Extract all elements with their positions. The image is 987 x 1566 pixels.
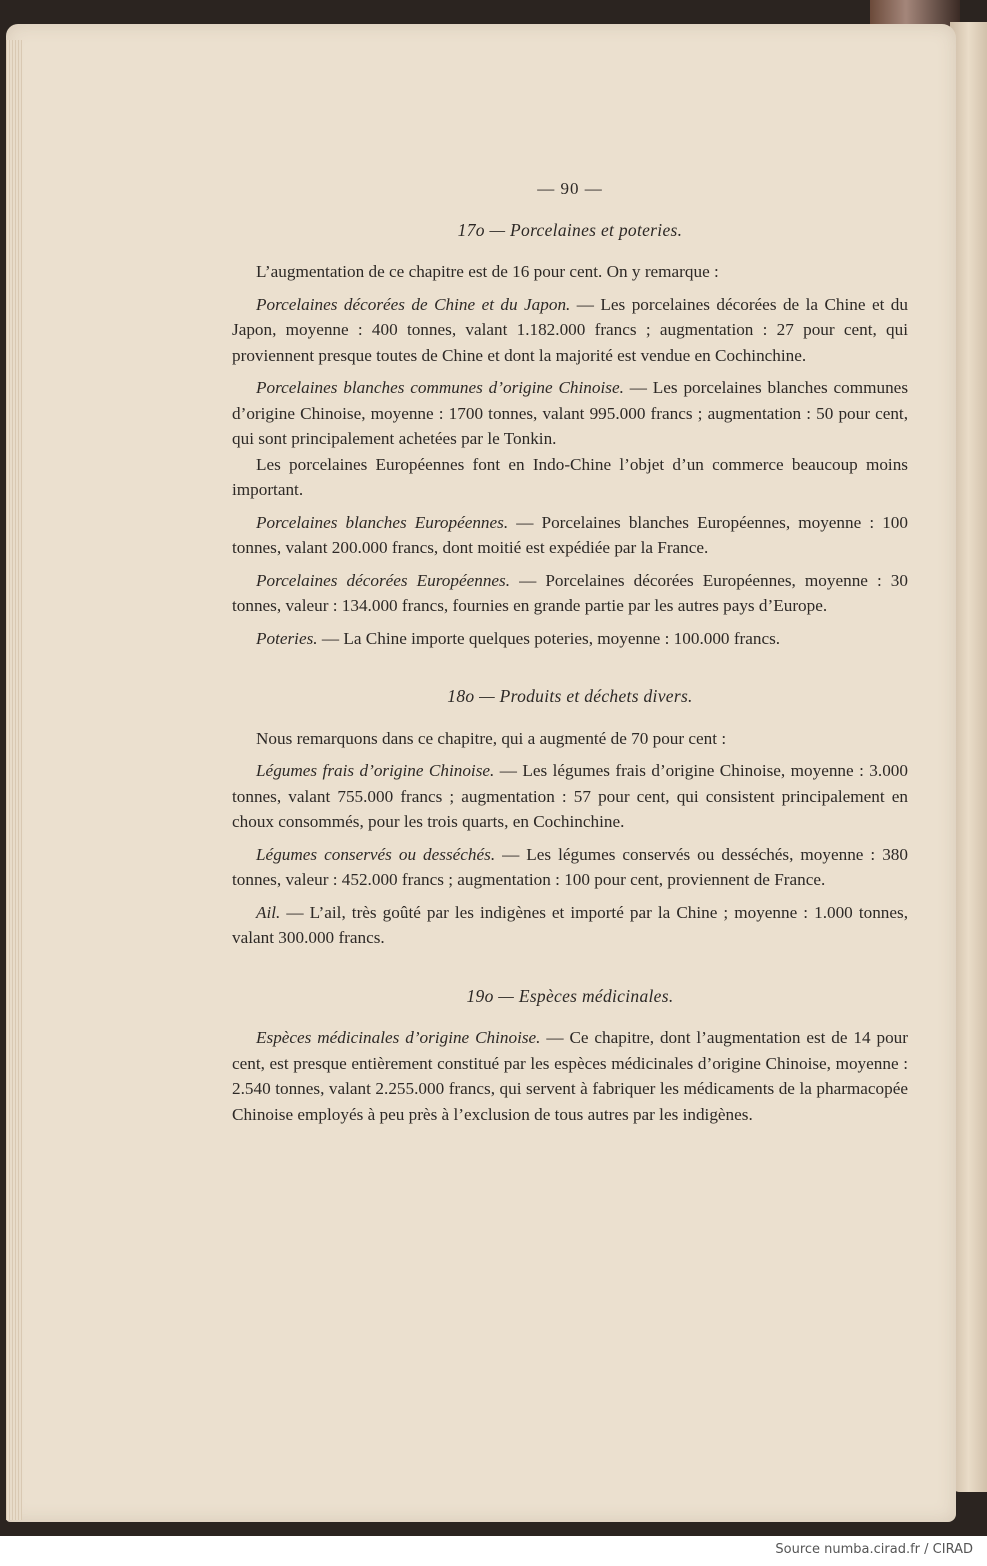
paragraph-lead: Légumes frais d’origine Chinoise. [256, 761, 495, 780]
paragraph-text: — Les légumes frais d’origine Chinoise, moyenne : 3.000 tonnes, valant 755.000 francs ; augmentation : 57 pour cent, qui consistent principalement en choux consommés, pour les trois quarts, en Cochinchine. [232, 761, 908, 831]
section-heading: 17o — Porcelaines et poteries. [457, 219, 683, 240]
section-heading: 18o — Produits et déchets divers. [447, 686, 693, 706]
source-credit: Source numba.cirad.fr / CIRAD [775, 1542, 973, 1557]
paragraph-lead: Poteries. [256, 628, 318, 648]
paragraph [232, 1025, 908, 1127]
paragraph [232, 842, 908, 893]
paragraph [232, 292, 908, 369]
paragraph-text: Les porcelaines Européennes font en Indo-Chine l’objet d’un commerce beaucoup moins important. [232, 454, 908, 499]
paragraph [232, 726, 908, 752]
paragraph-lead: Espèces médicinales d’origine Chinoise. [256, 1028, 541, 1047]
paragraph-text: L’augmentation de ce chapitre est de 16 pour cent. On y remarque : [256, 262, 719, 281]
page-stack-edge [6, 40, 22, 1520]
paragraph-lead: Porcelaines blanches Européennes. [256, 512, 509, 532]
paragraph-text: — Les porcelaines blanches communes d’origine Chinoise, moyenne : 1700 tonnes, valant 995.000 francs ; augmentation : 50 pour cent, qui sont principalement achetées par le Tonkin. [232, 378, 909, 448]
page-number: — 90 — [537, 179, 603, 198]
paragraph-text: — Porcelaines décorées Européennes, moyenne : 30 tonnes, valeur : 134.000 francs, fournies en grande partie par les autres pays d’Europe. [232, 570, 908, 615]
paragraph-text: — Les porcelaines décorées de la Chine et du Japon, moyenne : 400 tonnes, valant 1.182.000 francs ; augmentation : 27 pour cent, qui proviennent presque toutes de Chine et dont la majorité est vendue en Cochinchine. [232, 294, 908, 365]
section-spacer [232, 958, 908, 984]
paragraph-lead: Porcelaines décorées Européennes. [256, 570, 511, 590]
section-heading: 19o — Espèces médicinales. [466, 985, 674, 1006]
paragraph-text: — L’ail, très goûté par les indigènes et importé par la Chine ; moyenne : 1.000 tonnes, valant 300.000 francs. [232, 902, 908, 947]
paragraph-lead: Ail. [256, 902, 281, 922]
paragraph-lead: Légumes conservés ou desséchés. [256, 844, 496, 864]
paragraph-lead: Porcelaines décorées de Chine et du Japon. [256, 294, 571, 314]
paragraph-text: Nous remarquons dans ce chapitre, qui a augmenté de 70 pour cent : [256, 728, 727, 748]
paragraph [232, 510, 908, 561]
paragraph [232, 900, 908, 951]
paragraph-lead: Porcelaines blanches communes d’origine Chinoise. [256, 378, 624, 397]
paragraph-text: — Porcelaines blanches Européennes, moyenne : 100 tonnes, valant 200.000 francs, dont moitié est expédiée par la France. [232, 512, 908, 557]
paragraph [232, 259, 908, 285]
paragraph [232, 452, 908, 503]
paragraph [232, 375, 908, 452]
paragraph [232, 626, 908, 652]
section-spacer [232, 658, 908, 684]
paragraph-text: — Ce chapitre, dont l’augmentation est de 14 pour cent, est presque entièrement constitué par les espèces médicinales d’origine Chinoise, moyenne : 2.540 tonnes, valant 2.255.000 francs, qui servent à fabriquer les médicaments de la pharmacopée Chinoise employés à peu près à l’exclusion de tous autres par les indigènes. [232, 1028, 908, 1124]
paragraph-text: — Les légumes conservés ou desséchés, moyenne : 380 tonnes, valeur : 452.000 francs ; augmentation : 100 pour cent, proviennent de France. [232, 844, 908, 889]
paragraph [232, 758, 908, 835]
paragraph [232, 568, 908, 619]
page-content [232, 176, 908, 1134]
paragraph-text: — La Chine importe quelques poteries, moyenne : 100.000 francs. [317, 628, 781, 648]
